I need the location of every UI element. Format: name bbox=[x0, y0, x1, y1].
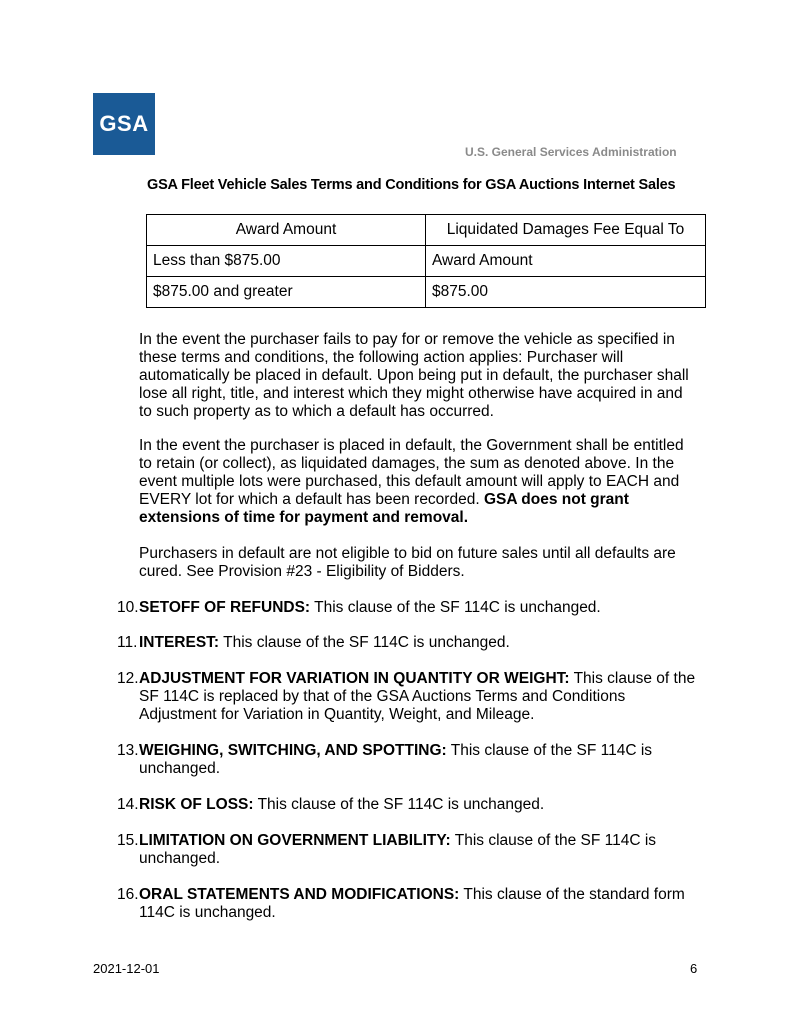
table-cell: $875.00 bbox=[426, 277, 706, 308]
item-number: 16. bbox=[117, 886, 139, 903]
liquidated-damages-paragraph bbox=[139, 437, 699, 527]
liquidated-damages-table bbox=[146, 214, 706, 308]
table-header-cell: Award Amount bbox=[147, 215, 426, 246]
list-item bbox=[117, 599, 702, 617]
item-number: 12. bbox=[117, 670, 139, 687]
table-cell: $875.00 and greater bbox=[147, 277, 426, 308]
item-heading: SETOFF OF REFUNDS: bbox=[139, 599, 311, 616]
item-heading: WEIGHING, SWITCHING, AND SPOTTING: bbox=[139, 742, 447, 759]
item-text: This clause of the SF 114C is unchanged. bbox=[139, 742, 653, 777]
item-heading: LIMITATION ON GOVERNMENT LIABILITY: bbox=[139, 832, 451, 849]
table-header-cell: Liquidated Damages Fee Equal To bbox=[426, 215, 706, 246]
item-text: This clause of the SF 114C is unchanged. bbox=[257, 796, 545, 813]
item-number: 15. bbox=[117, 832, 139, 849]
paragraph-bold-text: GSA does not grant extensions of time for payment and removal. bbox=[139, 491, 629, 526]
list-item bbox=[117, 742, 702, 778]
item-heading: ORAL STATEMENTS AND MODIFICATIONS: bbox=[139, 886, 460, 903]
paragraph-text: In the event the purchaser fails to pay for or remove the vehicle as specified in these terms and conditions, the following action applies: Purchaser will automatically be placed in default. Upon being put in default, the purchaser shall lose all right, title, and interest which they might otherwise have acquired in and to such property as to which a default has occurred. bbox=[139, 331, 689, 420]
gsa-logo: GSA bbox=[93, 93, 155, 155]
item-text: This clause of the SF 114C is unchanged. bbox=[314, 599, 601, 616]
paragraph-text: Purchasers in default are not eligible to bid on future sales until all defaults are cured. See Provision #23 - Eligibility of Bidders. bbox=[139, 545, 676, 580]
table-row bbox=[147, 246, 706, 277]
item-number: 13. bbox=[117, 742, 139, 759]
list-item bbox=[117, 832, 702, 868]
list-item bbox=[117, 796, 702, 814]
item-text: This clause of the SF 114C is replaced by that of the GSA Auctions Terms and Conditions Adjustment for Variation in Quantity, Weight, and Mileage. bbox=[139, 670, 696, 723]
table-header-row bbox=[147, 215, 706, 246]
item-text: This clause of the standard form 114C is unchanged. bbox=[139, 886, 685, 921]
footer-date: 2021-12-01 bbox=[93, 961, 160, 976]
table-cell: Less than $875.00 bbox=[147, 246, 426, 277]
page-number: 6 bbox=[690, 961, 698, 976]
table-row bbox=[147, 277, 706, 308]
list-item bbox=[117, 634, 702, 652]
item-text: This clause of the SF 114C is unchanged. bbox=[139, 832, 657, 867]
eligibility-paragraph bbox=[139, 545, 699, 581]
item-heading: INTEREST: bbox=[139, 634, 220, 651]
item-number: 10. bbox=[117, 599, 139, 616]
document-title: GSA Fleet Vehicle Sales Terms and Conditions for GSA Auctions Internet Sales bbox=[147, 177, 676, 193]
item-number: 11. bbox=[117, 634, 138, 651]
item-text: This clause of the SF 114C is unchanged. bbox=[223, 634, 510, 651]
list-item bbox=[117, 670, 702, 724]
paragraph-text: In the event the purchaser is placed in default, the Government shall be entitled to retain (or collect), as liquidated damages, the sum as denoted above. In the event multiple lots were purchased, this default amount will apply to EACH and EVERY lot for which a default has been recorded. bbox=[139, 437, 684, 508]
item-heading: ADJUSTMENT FOR VARIATION IN QUANTITY OR WEIGHT: bbox=[139, 670, 570, 687]
item-number: 14. bbox=[117, 796, 139, 813]
list-item bbox=[117, 886, 702, 922]
agency-name: U.S. General Services Administration bbox=[465, 145, 677, 159]
default-paragraph bbox=[139, 331, 699, 421]
item-heading: RISK OF LOSS: bbox=[139, 796, 254, 813]
table-cell: Award Amount bbox=[426, 246, 706, 277]
